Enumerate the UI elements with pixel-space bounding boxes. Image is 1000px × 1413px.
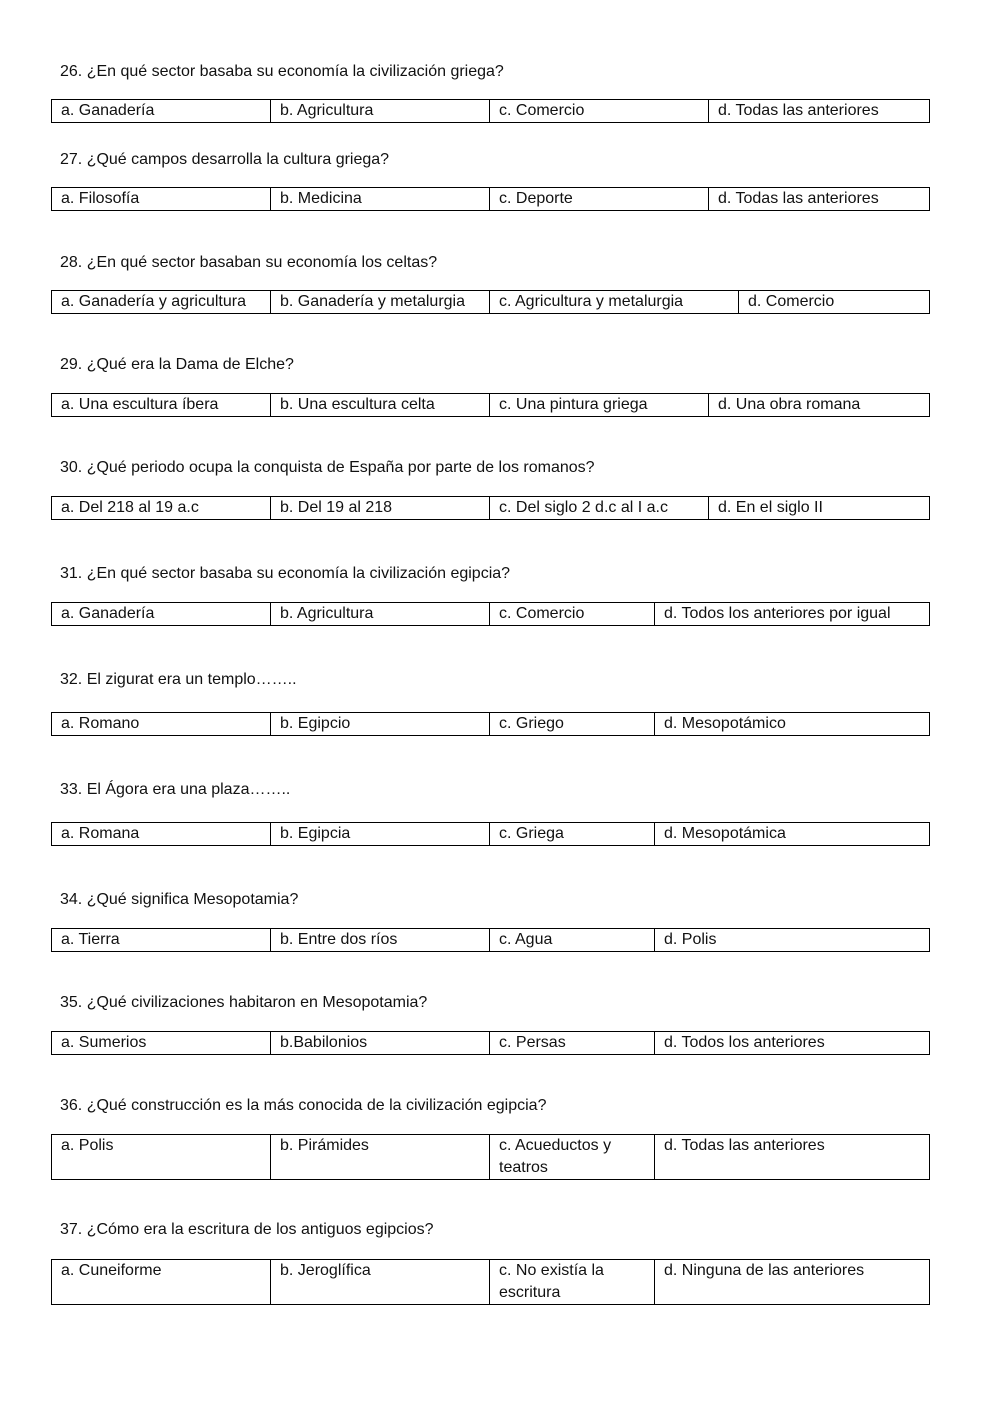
option-b[interactable]: b. Entre dos ríos: [271, 929, 490, 952]
option-a[interactable]: a. Tierra: [52, 929, 271, 952]
question-29: 29. ¿Qué era la Dama de Elche?: [60, 356, 294, 373]
option-a[interactable]: a. Del 218 al 19 a.c: [52, 497, 271, 520]
option-b[interactable]: b.Babilonios: [271, 1032, 490, 1055]
option-a[interactable]: a. Una escultura íbera: [52, 394, 271, 417]
option-b[interactable]: b. Agricultura: [271, 603, 490, 626]
option-b[interactable]: b. Egipcia: [271, 823, 490, 846]
options-table-27: [51, 187, 930, 211]
option-b[interactable]: b. Agricultura: [271, 100, 490, 123]
option-d[interactable]: d. Una obra romana: [709, 394, 930, 417]
option-a[interactable]: a. Ganadería: [52, 603, 271, 626]
question-34: 34. ¿Qué significa Mesopotamia?: [60, 891, 299, 908]
question-33: 33. El Ágora era una plaza……..: [60, 781, 291, 798]
option-a[interactable]: a. Sumerios: [52, 1032, 271, 1055]
question-28: 28. ¿En qué sector basaban su economía los celtas?: [60, 254, 438, 271]
option-d[interactable]: d. Todos los anteriores: [655, 1032, 930, 1055]
option-a[interactable]: a. Cuneiforme: [52, 1260, 271, 1305]
option-d[interactable]: d. Polis: [655, 929, 930, 952]
options-table-28: [51, 290, 930, 314]
question-32: 32. El zigurat era un templo……..: [60, 671, 297, 688]
option-d[interactable]: d. Todas las anteriores: [709, 100, 930, 123]
option-d[interactable]: d. Todos los anteriores por igual: [655, 603, 930, 626]
option-a[interactable]: a. Polis: [52, 1135, 271, 1180]
option-b[interactable]: b. Pirámides: [271, 1135, 490, 1180]
option-b[interactable]: b. Medicina: [271, 188, 490, 211]
options-table-32: [51, 712, 930, 736]
options-table-36: [51, 1134, 930, 1180]
option-c[interactable]: c. Agua: [490, 929, 655, 952]
option-c[interactable]: c. Griega: [490, 823, 655, 846]
question-35: 35. ¿Qué civilizaciones habitaron en Mesopotamia?: [60, 994, 428, 1011]
option-c[interactable]: c. Acueductos y teatros: [490, 1135, 655, 1180]
options-table-26: [51, 99, 930, 123]
options-table-35: [51, 1031, 930, 1055]
option-b[interactable]: b. Egipcio: [271, 713, 490, 736]
options-table-30: [51, 496, 930, 520]
question-30: 30. ¿Qué periodo ocupa la conquista de España por parte de los romanos?: [60, 459, 595, 476]
option-b[interactable]: b. Ganadería y metalurgia: [271, 291, 490, 314]
option-d[interactable]: d. Comercio: [739, 291, 930, 314]
question-26: 26. ¿En qué sector basaba su economía la civilización griega?: [60, 63, 504, 80]
option-d[interactable]: d. Ninguna de las anteriores: [655, 1260, 930, 1305]
option-c[interactable]: c. Comercio: [490, 603, 655, 626]
option-c[interactable]: c. Una pintura griega: [490, 394, 709, 417]
option-d[interactable]: d. Mesopotámica: [655, 823, 930, 846]
question-27: 27. ¿Qué campos desarrolla la cultura griega?: [60, 151, 390, 168]
option-c[interactable]: c. Del siglo 2 d.c al I a.c: [490, 497, 709, 520]
option-b[interactable]: b. Una escultura celta: [271, 394, 490, 417]
option-b[interactable]: b. Jeroglífica: [271, 1260, 490, 1305]
option-a[interactable]: a. Ganadería: [52, 100, 271, 123]
option-c[interactable]: c. Comercio: [490, 100, 709, 123]
question-31: 31. ¿En qué sector basaba su economía la civilización egipcia?: [60, 565, 511, 582]
option-d[interactable]: d. Todas las anteriores: [709, 188, 930, 211]
options-table-33: [51, 822, 930, 846]
option-c[interactable]: c. Deporte: [490, 188, 709, 211]
option-d[interactable]: d. Todas las anteriores: [655, 1135, 930, 1180]
option-d[interactable]: d. Mesopotámico: [655, 713, 930, 736]
options-table-29: [51, 393, 930, 417]
options-table-31: [51, 602, 930, 626]
options-table-37: [51, 1259, 930, 1305]
question-37: 37. ¿Cómo era la escritura de los antiguos egipcios?: [60, 1221, 434, 1238]
option-d[interactable]: d. En el siglo II: [709, 497, 930, 520]
option-a[interactable]: a. Filosofía: [52, 188, 271, 211]
option-c[interactable]: c. Persas: [490, 1032, 655, 1055]
option-a[interactable]: a. Romana: [52, 823, 271, 846]
option-c[interactable]: c. Agricultura y metalurgia: [490, 291, 739, 314]
options-table-34: [51, 928, 930, 952]
option-b[interactable]: b. Del 19 al 218: [271, 497, 490, 520]
question-36: 36. ¿Qué construcción es la más conocida de la civilización egipcia?: [60, 1097, 547, 1114]
option-c[interactable]: c. Griego: [490, 713, 655, 736]
option-c[interactable]: c. No existía la escritura: [490, 1260, 655, 1305]
option-a[interactable]: a. Romano: [52, 713, 271, 736]
option-a[interactable]: a. Ganadería y agricultura: [52, 291, 271, 314]
